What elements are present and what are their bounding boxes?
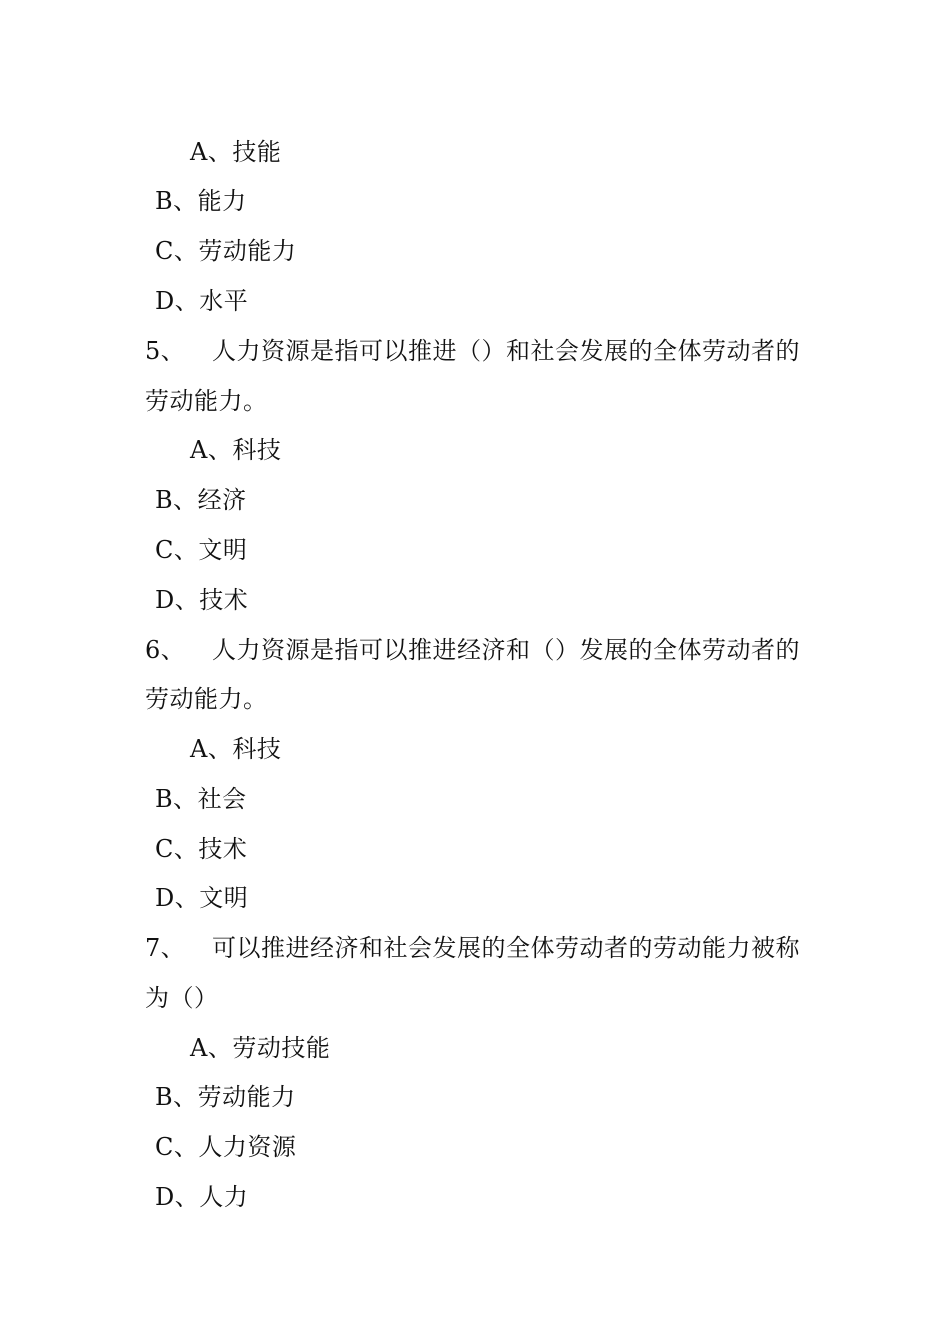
question-text: 可以推进经济和社会发展的全体劳动者的劳动能力被称 [212, 934, 800, 962]
option-c: C、劳动能力 [155, 237, 297, 265]
option-d: D、人力 [155, 1183, 249, 1211]
option-c: C、技术 [155, 835, 248, 863]
option-a: A、科技 [190, 436, 282, 464]
option-c: C、人力资源 [155, 1133, 297, 1161]
option-b: B、社会 [155, 785, 247, 813]
option-d: D、技术 [155, 586, 249, 614]
option-a: A、技能 [190, 138, 282, 166]
question-text: 人力资源是指可以推进（）和社会发展的全体劳动者的 [212, 337, 800, 365]
option-c: C、文明 [155, 536, 248, 564]
question-stem-line2: 劳动能力。 [145, 387, 268, 415]
option-b: B、经济 [155, 486, 247, 514]
option-a: A、科技 [190, 735, 282, 763]
question-number: 6、 [145, 636, 186, 664]
question-number: 5、 [145, 337, 186, 365]
option-b: B、能力 [155, 187, 247, 215]
question-number: 7、 [145, 934, 186, 962]
option-b: B、劳动能力 [155, 1083, 296, 1111]
question-stem-line2: 劳动能力。 [145, 685, 268, 713]
option-d: D、水平 [155, 287, 249, 315]
question-text: 人力资源是指可以推进经济和（）发展的全体劳动者的 [212, 636, 800, 664]
option-d: D、文明 [155, 884, 249, 912]
question-stem-line2: 为（） [145, 984, 219, 1012]
option-a: A、劳动技能 [190, 1034, 331, 1062]
